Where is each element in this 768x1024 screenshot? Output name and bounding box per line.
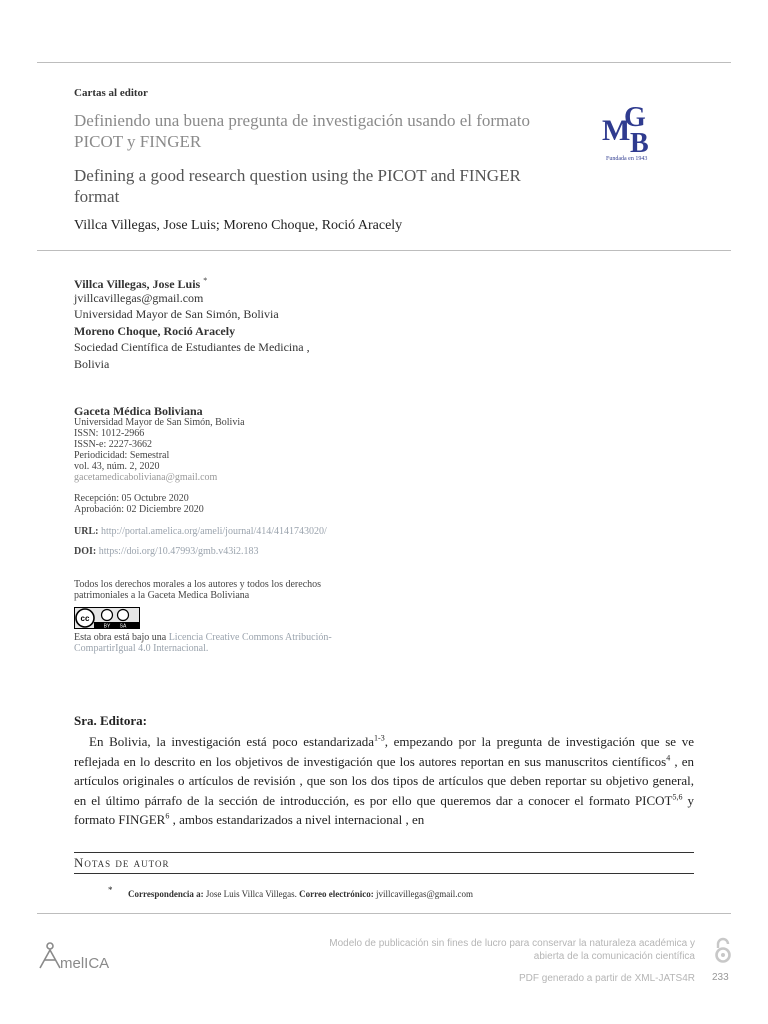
amelica-wordmark: melICA (60, 955, 110, 972)
rights-text: Todos los derechos morales a los autores y todos los derechos patrimoniales a la Gaceta Medica Boliviana (74, 579, 322, 601)
correspondence-note: Correspondencia a: Jose Luis Villca Villegas. Correo electrónico: jvillcavillegas@gmail.com (128, 889, 473, 899)
approved-date: Aprobación: 02 Diciembre 2020 (74, 504, 204, 515)
journal-name: Gaceta Médica Boliviana (74, 404, 203, 418)
citation-4: 4 (666, 753, 671, 763)
journal-periodicity: Periodicidad: Semestral (74, 450, 170, 461)
journal-volume: vol. 43, núm. 2, 2020 (74, 461, 160, 472)
journal-issn: ISSN: 1012-2966 (74, 428, 145, 439)
notes-bottom-rule (74, 873, 694, 874)
body-paragraph: En Bolivia, la investigación está poco estandarizada$^{1-3}$, empezando por la pregunta de investigación que se ve reflejada en lo descrito en los objetivos de investigación que los autores reportan en sus manuscritos científicos$^4$ , en artículos originales o artículos de revisión , que son los dos tipos de artículos que deben reportar su objetivo general, en el último párrafo de la sección de introducción, es por ello que queremos dar a conocer el formato PICOT$^{5,6}$ y formato FINGER$^6$ , ambos estandarizados a nivel internacional , en (74, 733, 695, 827)
author1-institution: Universidad Mayor de San Simón, Bolivia (74, 307, 279, 321)
logo-letter-b: B (630, 128, 649, 159)
logo-tagline: Fundada en 1943 (606, 156, 648, 162)
cc-by-label: BY (103, 623, 111, 629)
logo-letter-m: M (602, 114, 631, 147)
page-number: 233 (712, 972, 729, 983)
amelica-mark-icon (40, 943, 60, 968)
open-access-icon (712, 936, 734, 964)
journal-email[interactable]: gacetamedicaboliviana@gmail.com (74, 472, 218, 483)
section-label: Cartas al editor (74, 87, 148, 99)
author1-email: jvillcavillegas@gmail.com (74, 291, 204, 305)
title-english: Defining a good research question using the PICOT and FINGER format (74, 166, 521, 206)
cc-sa-label: SA (119, 623, 127, 629)
header-divider (37, 250, 731, 251)
top-rule (37, 62, 731, 63)
url-link[interactable]: http://portal.amelica.org/ameli/journal/414/4141743020/ (100, 526, 327, 537)
by-icon (102, 610, 113, 621)
doi-link[interactable]: https://doi.org/10.47993/gmb.v43i2.183 (98, 546, 259, 557)
journal-logo (598, 100, 668, 166)
generated-note: PDF generado a partir de XML-JATS4R (518, 973, 695, 984)
author-notes-title: Notas de autor (74, 855, 170, 870)
logo-letter-g: G (624, 102, 646, 133)
letter-body (74, 732, 694, 830)
cc-label: cc (80, 614, 90, 623)
citation-1-3: 1-3 (374, 733, 385, 743)
doi-line: DOI: https://doi.org/10.47993/gmb.v43i2.183 (74, 546, 259, 557)
citation-6: 6 (165, 811, 170, 821)
title-spanish: Definiendo una buena pregunta de investigación usando el formato PICOT y FINGER (74, 111, 531, 151)
journal-university: Universidad Mayor de San Simón, Bolivia (74, 417, 245, 428)
sa-icon (118, 610, 129, 621)
cc-license-badge[interactable] (74, 607, 140, 629)
url-line: URL: http://portal.amelica.org/ameli/journal/414/4141743020/ (74, 526, 327, 537)
footer-line-2: abierta de la comunicación científica (533, 951, 695, 962)
author2-country: Bolivia (74, 357, 110, 371)
license-link[interactable]: Licencia Creative Commons Atribución-CompartirIgual 4.0 Internacional. (74, 632, 332, 654)
footer-line-1: Modelo de publicación sin fines de lucro para conservar la naturaleza académica y (329, 938, 695, 949)
notes-top-rule (74, 852, 694, 853)
author1-name: Villca Villegas, Jose Luis * (74, 276, 208, 291)
salutation: Sra. Editora: (74, 713, 147, 728)
authors-line: Villca Villegas, Jose Luis; Moreno Choque, Roció Aracely (74, 218, 403, 233)
license-text: Esta obra está bajo una Licencia Creative Commons Atribución-CompartirIgual 4.0 Internacional. (74, 632, 332, 654)
author2-institution: Sociedad Científica de Estudiantes de Medicina , (74, 340, 310, 354)
journal-issne: ISSN-e: 2227-3662 (74, 439, 153, 450)
amelica-logo[interactable] (36, 938, 136, 972)
citation-5-6: 5,6 (672, 792, 683, 802)
footer-rule (37, 913, 731, 914)
author2-name: Moreno Choque, Roció Aracely (74, 324, 236, 338)
footnote-bullet: * (108, 885, 113, 895)
received-date: Recepción: 05 Octubre 2020 (74, 493, 189, 504)
